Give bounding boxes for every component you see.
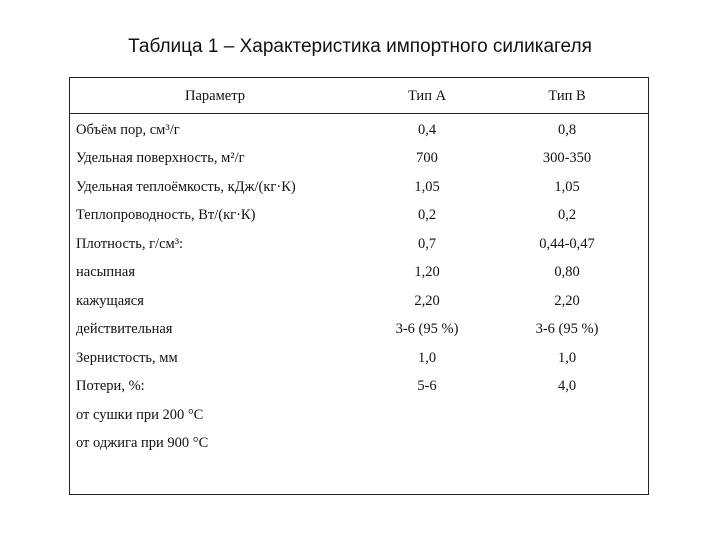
- row-type-b: 1,0: [557, 350, 577, 366]
- row-type-b: 2,20: [554, 293, 580, 309]
- row-type-a: 3-6 (95 %): [395, 321, 459, 337]
- row-type-a: 1,0: [417, 350, 437, 366]
- row-param: Потери, %:: [76, 378, 145, 394]
- row-type-b: 0,44-0,47: [539, 236, 595, 252]
- row-param: насыпная: [76, 264, 135, 280]
- row-param: кажущаяся: [76, 293, 144, 309]
- row-type-a: 0,4: [417, 122, 437, 138]
- row-type-b: 0,80: [554, 264, 580, 280]
- header-divider: [69, 113, 649, 114]
- row-type-a: 0,2: [417, 207, 437, 223]
- row-type-a: 0,7: [417, 236, 437, 252]
- table-title: Таблица 1 – Характеристика импортного силикагеля: [128, 36, 592, 57]
- row-param: Зернистость, мм: [76, 350, 178, 366]
- row-type-a: 700: [416, 150, 438, 166]
- row-type-a: 2,20: [414, 293, 440, 309]
- row-param: Плотность, г/см³:: [76, 236, 184, 252]
- row-param: от оджига при 900 °С: [76, 435, 209, 451]
- row-type-a: 1,05: [414, 179, 440, 195]
- row-param: Теплопроводность, Вт/(кг·К): [76, 207, 256, 223]
- row-type-b: 4,0: [557, 378, 577, 394]
- row-type-b: 0,8: [557, 122, 577, 138]
- row-type-b: 0,2: [557, 207, 577, 223]
- row-param: действительная: [76, 321, 173, 337]
- row-param: Объём пор, см³/г: [76, 122, 180, 138]
- header-param: Параметр: [185, 88, 245, 104]
- header-type-a: Тип A: [407, 88, 447, 104]
- row-param: Удельная поверхность, м²/г: [76, 150, 245, 166]
- row-param: Удельная теплоёмкость, кДж/(кг·К): [76, 179, 296, 195]
- row-type-a: 5-6: [417, 378, 437, 394]
- row-type-b: 300-350: [542, 150, 592, 166]
- row-type-b: 3-6 (95 %): [535, 321, 599, 337]
- header-type-b: Тип B: [548, 88, 586, 104]
- row-param: от сушки при 200 °С: [76, 407, 204, 423]
- row-type-b: 1,05: [554, 179, 580, 195]
- row-type-a: 1,20: [414, 264, 440, 280]
